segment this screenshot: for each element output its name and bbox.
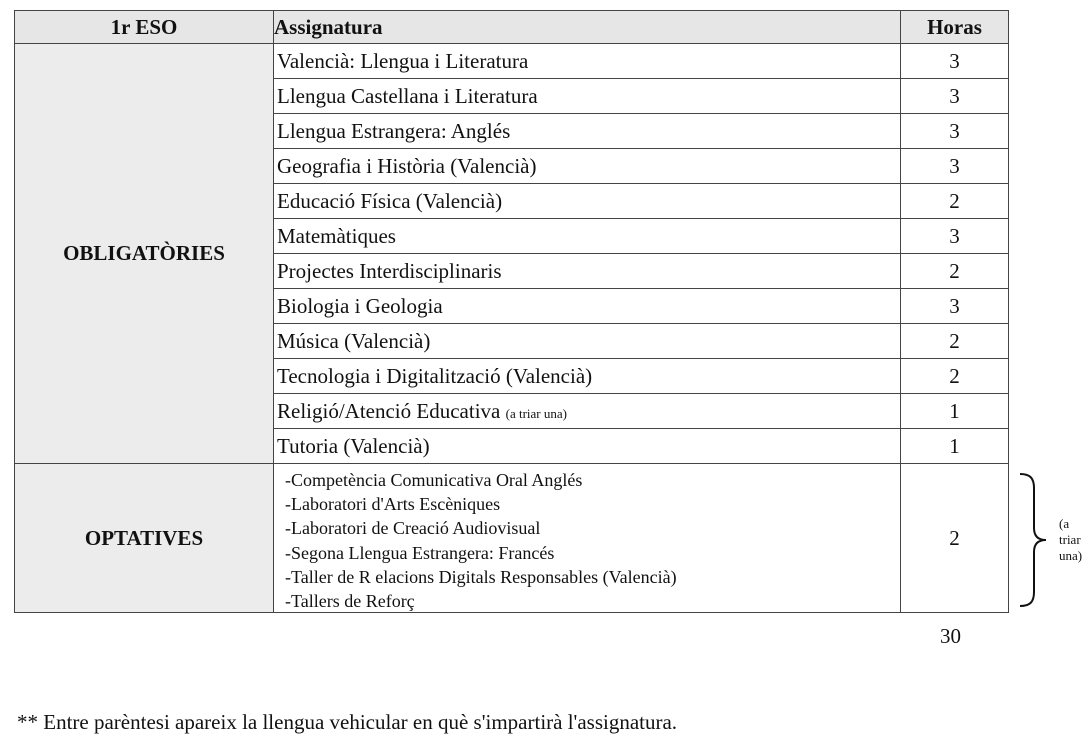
subject-hours: 2 [901,184,1009,219]
subject-hours: 3 [901,114,1009,149]
header-subject: Assignatura [274,11,901,44]
subjects-table [14,10,1082,613]
list-item: -Tallers de Reforç [285,591,415,612]
subject-hours: 2 [901,359,1009,394]
header-course: 1r ESO [15,11,274,44]
list-item: -Segona Llengua Estrangera: Francés [285,542,555,563]
subject-name: Educació Física (Valencià) [274,184,901,219]
subject-note: (a triar una) [505,405,567,421]
subject-name: Llengua Castellana i Literatura [274,79,901,114]
list-item: -Competència Comunicativa Oral Anglés [285,470,583,490]
subject-name: Biologia i Geologia [274,289,901,324]
list-item: -Laboratori d'Arts Escèniques [285,494,501,515]
subject-name: Música (Valencià) [274,324,901,359]
curly-brace-icon [1016,472,1052,608]
subject-hours: 3 [901,44,1009,79]
optional-hours: 2 [901,464,1009,613]
header-hours: Horas [901,11,1009,44]
optional-note: (a triar una) [1059,516,1082,563]
total-hours: 30 [940,624,961,648]
subject-name: Matemàtiques [274,219,901,254]
subject-hours: 2 [901,324,1009,359]
footnote: ** Entre parèntesi apareix la llengua vehicular en què s'impartirà l'assignatura. [17,710,678,734]
table-header-row [15,11,1009,44]
subject-name: Religió/Atenció Educativa (a triar una) [274,394,901,429]
list-item: -Laboratori de Creació Audiovisual [285,518,541,539]
optional-subjects-list [285,468,677,613]
subject-name: Projectes Interdisciplinaris [274,254,901,289]
subject-hours: 3 [901,289,1009,324]
optional-subjects-cell [274,464,1082,613]
subject-hours: 1 [901,429,1009,464]
subject-hours: 1 [901,394,1009,429]
subject-hours: 3 [901,219,1009,254]
table-row-optatives [15,464,1009,613]
subject-hours: 3 [901,79,1009,114]
table-row [15,44,1009,79]
list-item: -Taller de R elacions Digitals Responsables (Valencià) [285,566,677,587]
subject-name: Llengua Estrangera: Anglés [274,114,901,149]
subject-name: Tecnologia i Digitalització (Valencià) [274,359,901,394]
subject-name: Valencià: Llengua i Literatura [274,44,901,79]
subject-hours: 3 [901,149,1009,184]
group-mandatory: OBLIGATÒRIES [15,44,274,464]
subject-name: Geografia i Història (Valencià) [274,149,901,184]
subject-name: Tutoria (Valencià) [274,429,901,464]
group-optional: OPTATIVES [15,464,274,613]
subject-hours: 2 [901,254,1009,289]
